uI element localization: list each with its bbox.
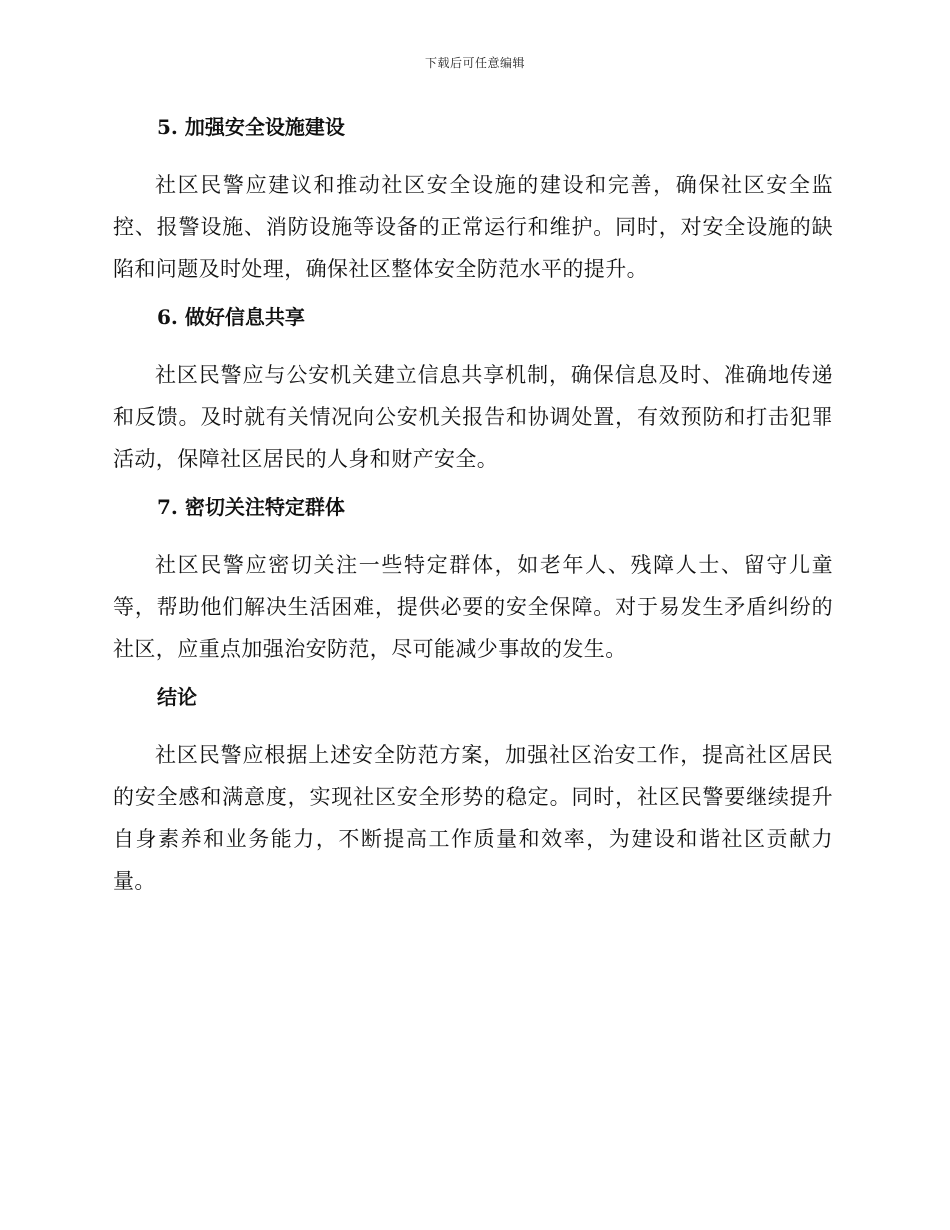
section-heading: 7. 密切关注特定群体	[157, 495, 345, 519]
document-body	[113, 112, 833, 914]
section-special-groups	[113, 492, 833, 670]
page-header: 下载后可任意编辑	[424, 56, 525, 70]
section-heading: 5. 加强安全设施建设	[157, 115, 345, 139]
section-paragraph: 社区民警应建议和推动社区安全设施的建设和完善，确保社区安全监控、报警设施、消防设施等设备的正常运行和维护。同时，对安全设施的缺陷和问题及时处理，确保社区整体安全防范水平的提升。	[113, 173, 833, 281]
section-heading: 结论	[157, 685, 197, 709]
section-heading: 6. 做好信息共享	[157, 305, 305, 329]
section-paragraph: 社区民警应与公安机关建立信息共享机制，确保信息及时、准确地传递和反馈。及时就有关情况向公安机关报告和协调处置，有效预防和打击犯罪活动，保障社区居民的人身和财产安全。	[113, 363, 833, 471]
section-paragraph: 社区民警应密切关注一些特定群体，如老年人、残障人士、留守儿童等，帮助他们解决生活困难，提供必要的安全保障。对于易发生矛盾纠纷的社区，应重点加强治安防范，尽可能减少事故的发生。	[113, 553, 833, 661]
section-paragraph: 社区民警应根据上述安全防范方案，加强社区治安工作，提高社区居民的安全感和满意度，实现社区安全形势的稳定。同时，社区民警要继续提升自身素养和业务能力，不断提高工作质量和效率，为建设和谐社区贡献力量。	[113, 743, 833, 893]
section-conclusion	[113, 682, 833, 902]
section-information-sharing	[113, 302, 833, 480]
section-safety-facilities	[113, 112, 833, 290]
